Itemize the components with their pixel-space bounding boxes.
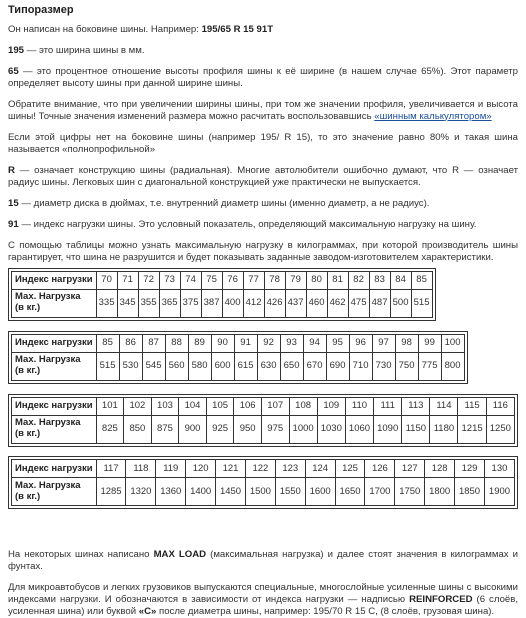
load-row bbox=[12, 478, 515, 506]
load-cell: 355 bbox=[138, 289, 159, 317]
index-cell: 73 bbox=[159, 271, 180, 289]
load-cell: 580 bbox=[188, 352, 211, 380]
profile-number: 65 bbox=[8, 65, 19, 77]
diameter-paragraph bbox=[8, 198, 518, 210]
reinforced-label: REINFORCED bbox=[409, 594, 473, 606]
index-cell: 129 bbox=[455, 460, 485, 478]
index-cell: 101 bbox=[96, 397, 124, 415]
load-cell: 1250 bbox=[486, 415, 514, 443]
load-cell: 630 bbox=[257, 352, 280, 380]
load-header bbox=[12, 478, 97, 506]
load-cell: 1850 bbox=[455, 478, 485, 506]
index-cell: 93 bbox=[280, 334, 303, 352]
load-cell: 1550 bbox=[275, 478, 305, 506]
reinforced-paragraph bbox=[8, 582, 518, 618]
load-cell: 1150 bbox=[402, 415, 430, 443]
index-cell: 74 bbox=[180, 271, 201, 289]
index-cell: 75 bbox=[201, 271, 222, 289]
load-header-line1: Мах. Нагрузка bbox=[15, 417, 81, 429]
load-table-2 bbox=[8, 331, 468, 384]
load-cell: 1650 bbox=[335, 478, 365, 506]
diameter-text: — диаметр диска в дюймах, т.е. внутренний диаметр шины (именно диаметр, а не радиус). bbox=[18, 197, 430, 209]
load-cell: 1900 bbox=[484, 478, 514, 506]
load-cell: 730 bbox=[372, 352, 395, 380]
load-cell: 825 bbox=[96, 415, 124, 443]
cargo-letter: «C» bbox=[138, 606, 157, 618]
index-cell: 98 bbox=[395, 334, 418, 352]
index-cell: 99 bbox=[418, 334, 441, 352]
load-cell: 710 bbox=[349, 352, 372, 380]
index-cell: 111 bbox=[374, 397, 402, 415]
index-cell: 85 bbox=[411, 271, 432, 289]
load-cell: 335 bbox=[96, 289, 117, 317]
load-header-line1: Мах. Нагрузка bbox=[15, 291, 81, 303]
attention-paragraph bbox=[8, 99, 518, 123]
load-cell: 375 bbox=[180, 289, 201, 317]
load-row bbox=[12, 415, 515, 443]
index-cell: 100 bbox=[441, 334, 464, 352]
intro-text: Он написан на боковине шины. Например: bbox=[8, 23, 202, 35]
load-cell: 345 bbox=[117, 289, 138, 317]
load-header-line2: (в кг.) bbox=[15, 365, 41, 377]
load-cell: 500 bbox=[390, 289, 411, 317]
load-cell: 487 bbox=[369, 289, 390, 317]
index-cell: 128 bbox=[425, 460, 455, 478]
load-cell: 750 bbox=[395, 352, 418, 380]
index-cell: 76 bbox=[222, 271, 243, 289]
index-cell: 106 bbox=[234, 397, 262, 415]
index-cell: 77 bbox=[243, 271, 264, 289]
index-cell: 89 bbox=[188, 334, 211, 352]
index-cell: 82 bbox=[348, 271, 369, 289]
load-cell: 875 bbox=[151, 415, 179, 443]
load-cell: 365 bbox=[159, 289, 180, 317]
load-cell: 800 bbox=[441, 352, 464, 380]
index-cell: 125 bbox=[335, 460, 365, 478]
profile-paragraph bbox=[8, 66, 518, 90]
load-cell: 1060 bbox=[345, 415, 373, 443]
reinforced-mid: (6 слоёв, усиленная шина) или буквой bbox=[8, 594, 518, 618]
index-header: Индекс нагрузки bbox=[12, 460, 97, 478]
index-cell: 120 bbox=[186, 460, 216, 478]
index-cell: 107 bbox=[261, 397, 289, 415]
index-cell: 117 bbox=[96, 460, 126, 478]
index-cell: 124 bbox=[305, 460, 335, 478]
load-cell: 426 bbox=[264, 289, 285, 317]
index-cell: 114 bbox=[430, 397, 458, 415]
max-load-paragraph bbox=[8, 549, 518, 573]
load-cell: 412 bbox=[243, 289, 264, 317]
index-header: Индекс нагрузки bbox=[12, 397, 97, 415]
index-row bbox=[12, 397, 515, 415]
load-cell: 900 bbox=[179, 415, 207, 443]
load-cell: 530 bbox=[119, 352, 142, 380]
load-cell: 1215 bbox=[458, 415, 486, 443]
load-cell: 437 bbox=[285, 289, 306, 317]
spacer bbox=[8, 519, 518, 549]
index-cell: 118 bbox=[126, 460, 156, 478]
load-cell: 1500 bbox=[245, 478, 275, 506]
width-paragraph bbox=[8, 45, 518, 57]
load-cell: 925 bbox=[206, 415, 234, 443]
load-index-paragraph bbox=[8, 219, 518, 231]
load-cell: 1700 bbox=[365, 478, 395, 506]
index-cell: 123 bbox=[275, 460, 305, 478]
index-cell: 79 bbox=[285, 271, 306, 289]
load-cell: 1600 bbox=[305, 478, 335, 506]
load-header bbox=[12, 415, 97, 443]
radial-text: — означает конструкцию шины (радиальная). Многие автолюбители ошибочно думают, что R — означает радиус шины. Легковых шин с диагональной конструкцией уже практически не выпускается. bbox=[8, 164, 518, 188]
load-cell: 400 bbox=[222, 289, 243, 317]
reinforced-post: после диаметра шины, например: 195/70 R 15 C, (8 слоёв, грузовая шина). bbox=[156, 606, 495, 618]
load-header-line1: Мах. Нагрузка bbox=[15, 480, 81, 492]
index-cell: 72 bbox=[138, 271, 159, 289]
load-cell: 1450 bbox=[216, 478, 246, 506]
load-cell: 1320 bbox=[126, 478, 156, 506]
radial-letter: R bbox=[8, 164, 15, 176]
index-cell: 130 bbox=[484, 460, 514, 478]
load-index-text: — индекс нагрузки шины. Это условный показатель, определяющий максимальную нагрузку на шину. bbox=[18, 218, 477, 230]
load-cell: 1090 bbox=[374, 415, 402, 443]
index-cell: 102 bbox=[124, 397, 152, 415]
index-cell: 71 bbox=[117, 271, 138, 289]
index-cell: 126 bbox=[365, 460, 395, 478]
load-cell: 1180 bbox=[430, 415, 458, 443]
index-header: Индекс нагрузки bbox=[12, 334, 97, 352]
load-row bbox=[12, 289, 433, 317]
load-cell: 670 bbox=[303, 352, 326, 380]
max-load-label: MAX LOAD bbox=[153, 549, 207, 561]
index-cell: 104 bbox=[179, 397, 207, 415]
load-cell: 1750 bbox=[395, 478, 425, 506]
index-cell: 116 bbox=[486, 397, 514, 415]
max-load-pre: На некоторых шинах написано bbox=[8, 549, 154, 561]
index-cell: 91 bbox=[234, 334, 257, 352]
reinforced-pre: Для микроавтобусов и легких грузовиков выпускаются специальные, многослойные усиленные шины с высокими индексами нагрузки. И обозначаются в зависимости от индекса нагрузки — надписью bbox=[8, 582, 518, 606]
diameter-number: 15 bbox=[8, 197, 19, 209]
load-cell: 1800 bbox=[425, 478, 455, 506]
index-header: Индекс нагрузки bbox=[12, 271, 97, 289]
load-cell: 600 bbox=[211, 352, 234, 380]
index-cell: 86 bbox=[119, 334, 142, 352]
load-cell: 545 bbox=[142, 352, 165, 380]
load-cell: 690 bbox=[326, 352, 349, 380]
load-cell: 975 bbox=[261, 415, 289, 443]
width-number: 195 bbox=[8, 44, 25, 56]
index-cell: 88 bbox=[165, 334, 188, 352]
index-cell: 110 bbox=[345, 397, 373, 415]
load-header-line2: (в кг.) bbox=[15, 302, 41, 314]
load-cell: 515 bbox=[411, 289, 432, 317]
load-header bbox=[12, 289, 97, 317]
load-header-line2: (в кг.) bbox=[15, 428, 41, 439]
index-cell: 108 bbox=[289, 397, 317, 415]
intro-example: 195/65 R 15 91T bbox=[201, 23, 274, 35]
index-cell: 109 bbox=[317, 397, 345, 415]
profile-text: — это процентное отношение высоты профиля шины к её ширине (в нашем случае 65%). Этот параметр определяет высоту шины при данной ширине шины. bbox=[8, 65, 518, 89]
index-cell: 94 bbox=[303, 334, 326, 352]
index-cell: 96 bbox=[349, 334, 372, 352]
index-cell: 95 bbox=[326, 334, 349, 352]
load-cell: 1285 bbox=[96, 478, 126, 506]
index-row bbox=[12, 334, 465, 352]
load-cell: 850 bbox=[124, 415, 152, 443]
table-intro-paragraph: С помощью таблицы можно узнать максимальную нагрузку в килограммах, при которой производитель шины гарантирует, что шина не разрушится и будет показывать заданные заводом-изготовителем характеристики. bbox=[8, 239, 518, 263]
attention-text: Обратите внимание, что при увеличении ширины шины, при том же значении профиля, увеличивается и высота шины! Точные значения изменений размера можно расчитать воспользовавшись bbox=[8, 98, 518, 122]
load-cell: 387 bbox=[201, 289, 222, 317]
load-header-line2: (в кг.) bbox=[15, 490, 41, 502]
intro-paragraph bbox=[8, 24, 518, 36]
width-text: — это ширина шины в мм. bbox=[24, 44, 145, 56]
index-cell: 113 bbox=[402, 397, 430, 415]
load-cell: 475 bbox=[348, 289, 369, 317]
load-header-line1: Мах. Нагрузка bbox=[15, 354, 81, 366]
index-row bbox=[12, 460, 515, 478]
index-cell: 84 bbox=[390, 271, 411, 289]
index-cell: 115 bbox=[458, 397, 486, 415]
full-profile-paragraph: Если этой цифры нет на боковине шины (например 195/ R 15), то это значение равно 80% и такая шина называется «полнопрофильной» bbox=[8, 131, 518, 155]
load-cell: 775 bbox=[418, 352, 441, 380]
index-cell: 70 bbox=[96, 271, 117, 289]
load-table-4 bbox=[8, 456, 518, 509]
load-table-1 bbox=[8, 268, 436, 321]
index-cell: 127 bbox=[395, 460, 425, 478]
load-cell: 1030 bbox=[317, 415, 345, 443]
index-cell: 119 bbox=[156, 460, 186, 478]
load-cell: 560 bbox=[165, 352, 188, 380]
load-cell: 460 bbox=[306, 289, 327, 317]
load-cell: 950 bbox=[234, 415, 262, 443]
index-cell: 81 bbox=[327, 271, 348, 289]
index-cell: 78 bbox=[264, 271, 285, 289]
index-cell: 92 bbox=[257, 334, 280, 352]
load-cell: 615 bbox=[234, 352, 257, 380]
index-cell: 97 bbox=[372, 334, 395, 352]
index-cell: 80 bbox=[306, 271, 327, 289]
radial-paragraph bbox=[8, 165, 518, 189]
load-cell: 1000 bbox=[289, 415, 317, 443]
index-cell: 85 bbox=[96, 334, 119, 352]
load-index-number: 91 bbox=[8, 218, 19, 230]
load-row bbox=[12, 352, 465, 380]
load-tables bbox=[8, 268, 518, 520]
max-load-post: (максимальная нагрузка) и далее стоят значения в килограммах и фунтах. bbox=[8, 549, 518, 573]
index-cell: 90 bbox=[211, 334, 234, 352]
index-cell: 122 bbox=[245, 460, 275, 478]
load-cell: 650 bbox=[280, 352, 303, 380]
load-cell: 515 bbox=[96, 352, 119, 380]
load-header bbox=[12, 352, 97, 380]
load-cell: 462 bbox=[327, 289, 348, 317]
tire-calculator-link[interactable]: «шинным калькулятором» bbox=[374, 110, 492, 122]
index-cell: 121 bbox=[216, 460, 246, 478]
load-cell: 1400 bbox=[186, 478, 216, 506]
index-row bbox=[12, 271, 433, 289]
load-table-3 bbox=[8, 394, 518, 447]
index-cell: 87 bbox=[142, 334, 165, 352]
index-cell: 103 bbox=[151, 397, 179, 415]
index-cell: 105 bbox=[206, 397, 234, 415]
page-title: Типоразмер bbox=[8, 4, 74, 16]
index-cell: 83 bbox=[369, 271, 390, 289]
load-cell: 1360 bbox=[156, 478, 186, 506]
